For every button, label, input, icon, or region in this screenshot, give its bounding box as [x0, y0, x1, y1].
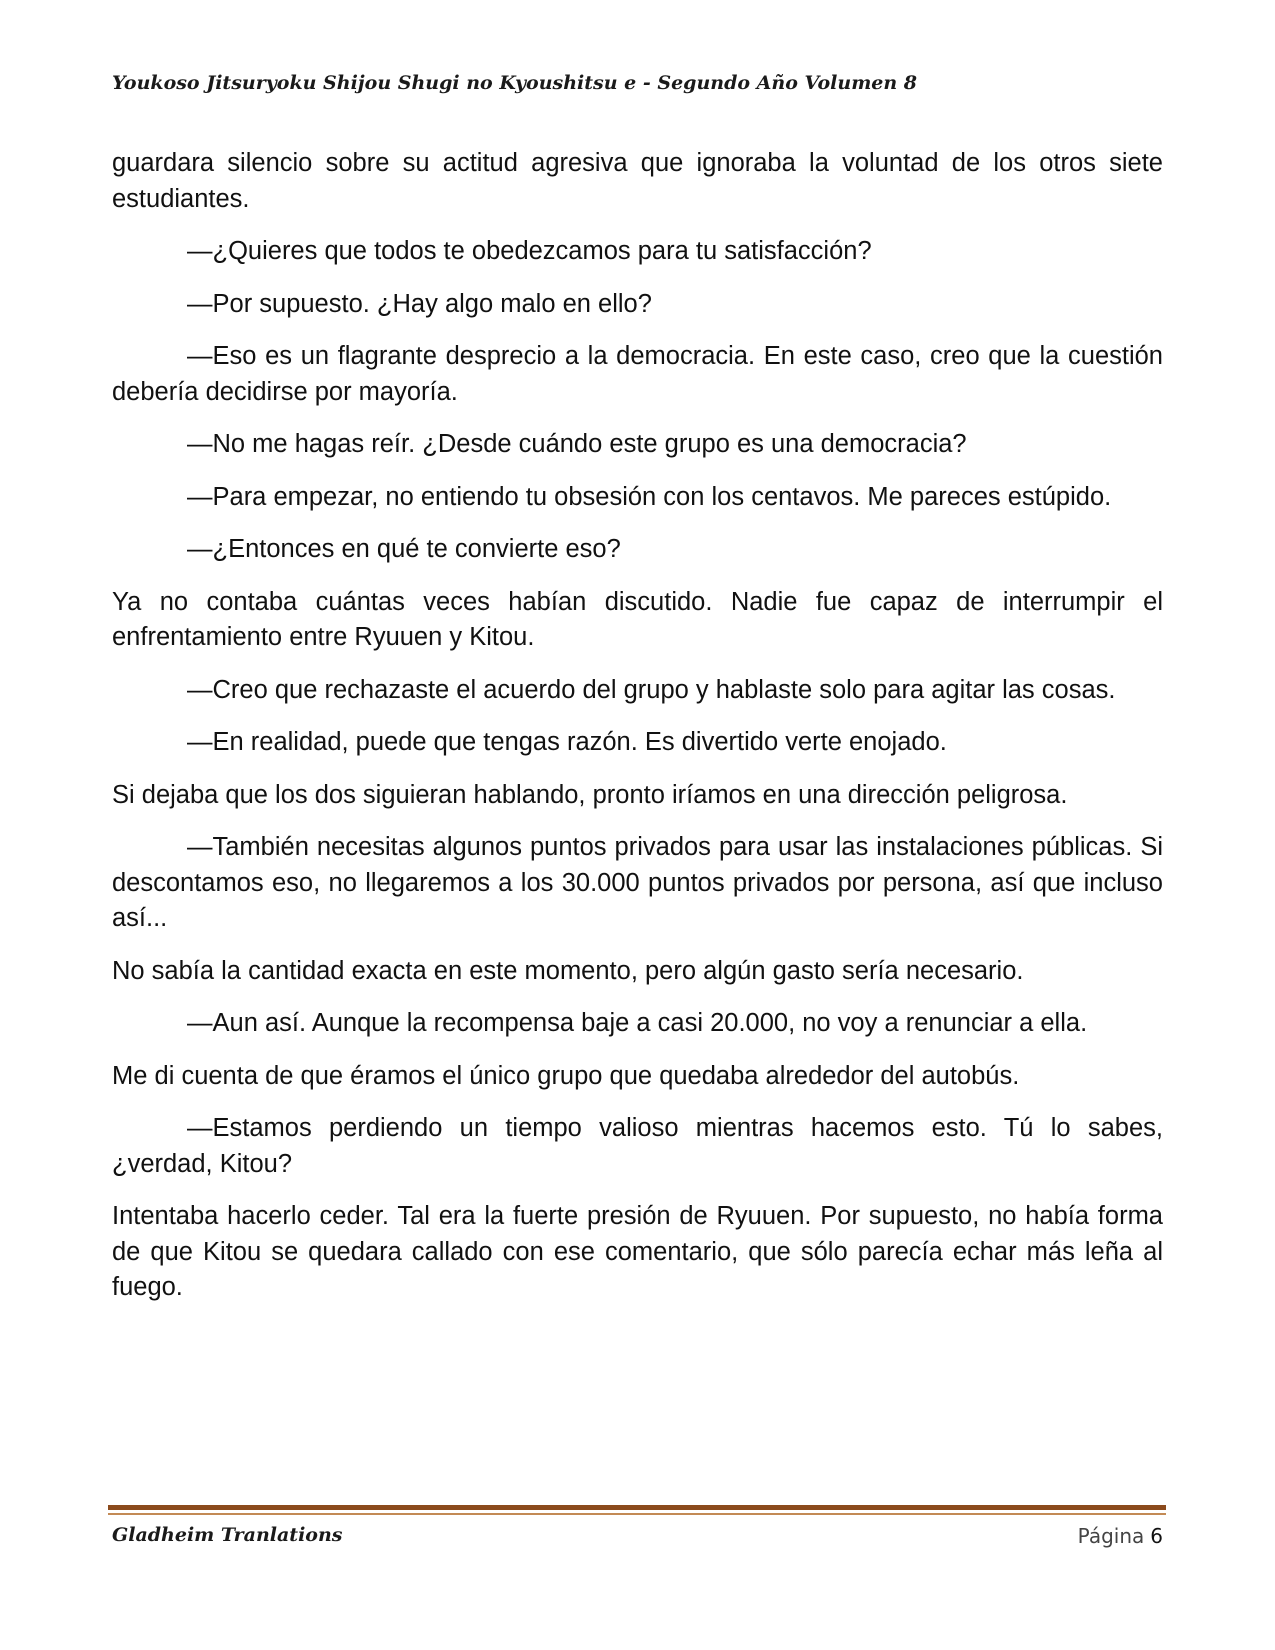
dialogue-line: —También necesitas algunos puntos privados para usar las instalaciones públicas. Si descontamos eso, no llegaremos a los 30.000 puntos privados por persona, así que incluso así... — [112, 833, 1163, 932]
page-label: Página — [1077, 1524, 1145, 1548]
dialogue-line: —Estamos perdiendo un tiempo valioso mientras hacemos esto. Tú lo sabes, ¿verdad, Kitou? — [112, 1114, 1163, 1178]
paragraph: No sabía la cantidad exacta en este momento, pero algún gasto sería necesario. — [112, 956, 1024, 985]
dialogue-line: —¿Quieres que todos te obedezcamos para tu satisfacción? — [187, 237, 872, 265]
page-number: 6 — [1150, 1524, 1163, 1548]
paragraph: Ya no contaba cuántas veces habían discutido. Nadie fue capaz de interrumpir el enfrentamiento entre Ryuuen y Kitou. — [112, 587, 1163, 651]
dialogue-line: —En realidad, puede que tengas razón. Es divertido verte enojado. — [187, 728, 947, 756]
dialogue-line: —Creo que rechazaste el acuerdo del grupo y hablaste solo para agitar las cosas. — [187, 675, 1116, 704]
footer-divider-thick-line — [108, 1505, 1166, 1510]
running-header-title: Youkoso Jitsuryoku Shijou Shugi no Kyoushitsu e - Segundo Año Volumen 8 — [112, 72, 918, 94]
paragraph: Si dejaba que los dos siguieran hablando, pronto iríamos en una dirección peligrosa. — [112, 780, 1068, 809]
dialogue-line: —Para empezar, no entiendo tu obsesión con los centavos. Me pareces estúpido. — [187, 482, 1112, 511]
dialogue-line: —¿Entonces en qué te convierte eso? — [187, 535, 621, 563]
dialogue-line: —Por supuesto. ¿Hay algo malo en ello? — [187, 289, 652, 318]
paragraph: Intentaba hacerlo ceder. Tal era la fuerte presión de Ryuuen. Por supuesto, no había forma de que Kitou se quedara callado con ese comentario, que sólo parecía echar más leña al fuego. — [112, 1202, 1163, 1301]
footer-divider — [108, 1505, 1166, 1515]
page-body — [112, 146, 1163, 1323]
paragraph: guardara silencio sobre su actitud agresiva que ignoraba la voluntad de los otros siete estudiantes. — [112, 149, 1163, 213]
dialogue-line: —No me hagas reír. ¿Desde cuándo este grupo es una democracia? — [187, 430, 967, 458]
page-number-label — [1078, 1524, 1163, 1548]
paragraph: Me di cuenta de que éramos el único grupo que quedaba alrededor del autobús. — [112, 1061, 1020, 1090]
dialogue-line: —Eso es un flagrante desprecio a la democracia. En este caso, creo que la cuestión debería decidirse por mayoría. — [112, 342, 1163, 406]
footer-credit: Gladheim Tranlations — [112, 1524, 343, 1546]
dialogue-line: —Aun así. Aunque la recompensa baje a casi 20.000, no voy a renunciar a ella. — [187, 1009, 1088, 1037]
footer-divider-thin-line — [108, 1513, 1166, 1515]
